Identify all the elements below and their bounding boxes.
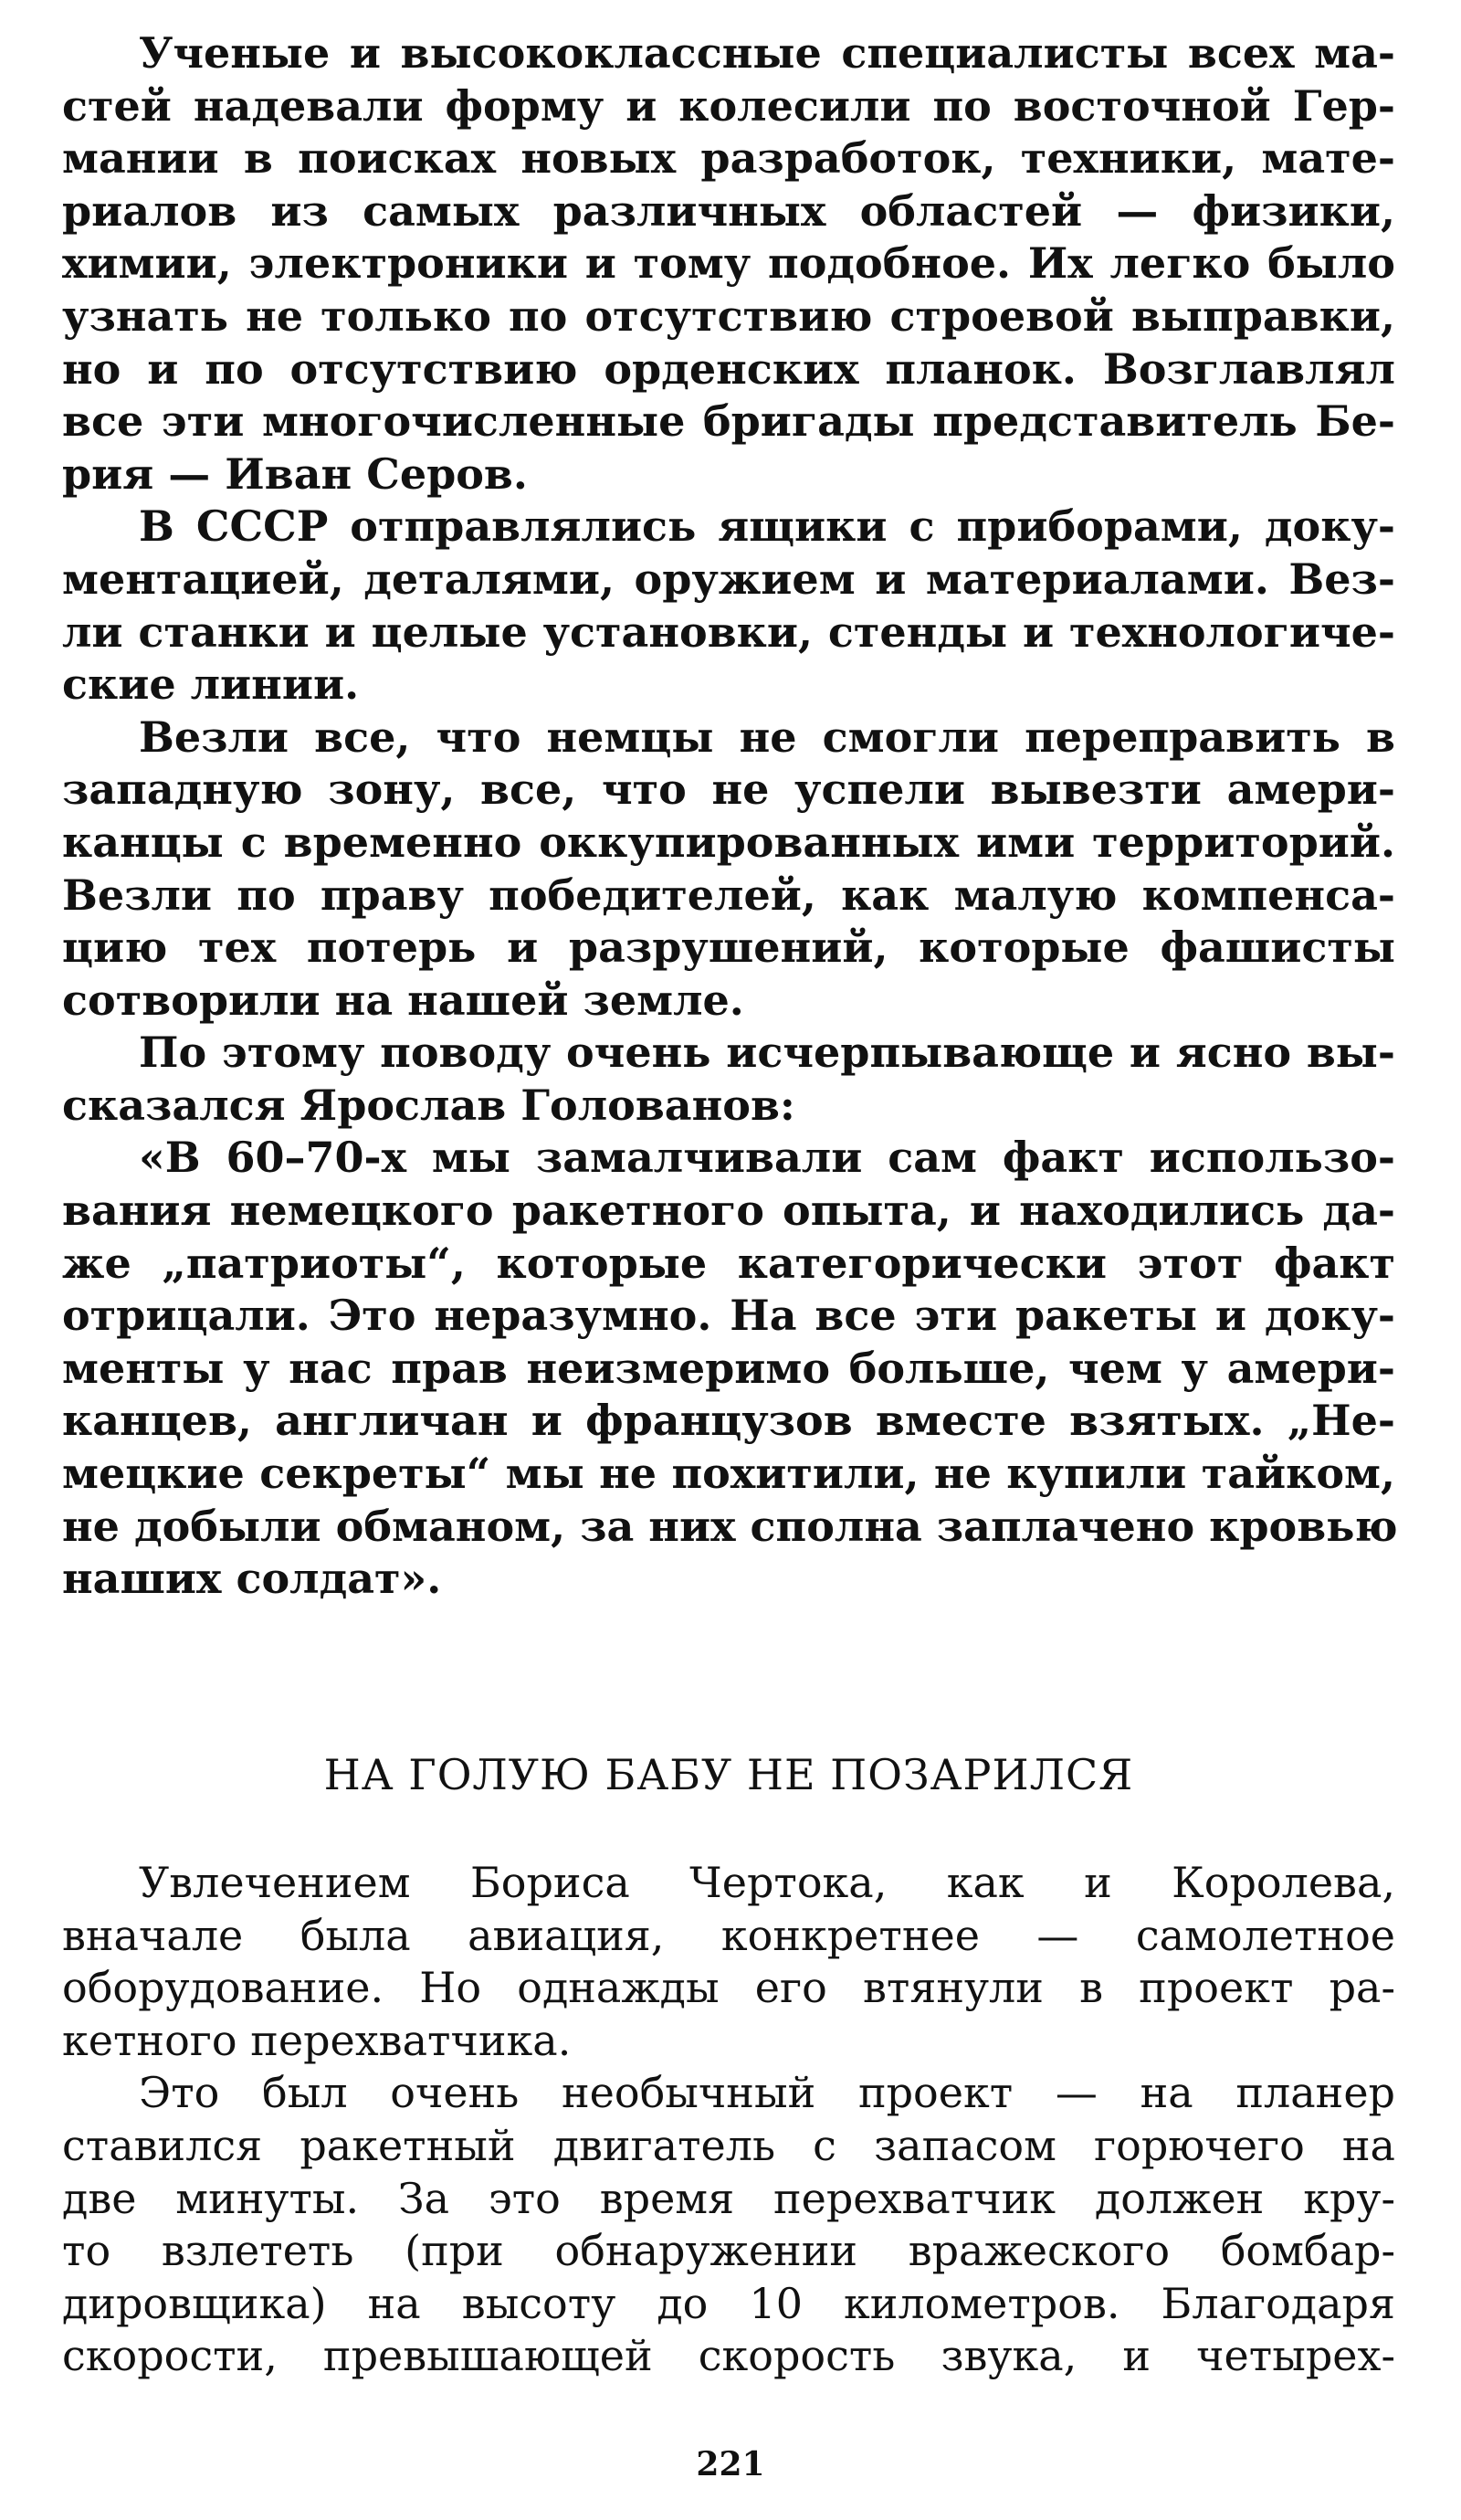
chapter-heading: НА ГОЛУЮ БАБУ НЕ ПОЗАРИЛСЯ: [323, 1750, 1134, 1799]
text-line: канцев, англичан и французов вместе взятых. „Не-: [62, 1396, 1395, 1446]
text-line: узнать не только по отсутствию строевой выправки,: [62, 290, 1395, 341]
text-line: менты у нас прав неизмеримо больше, чем у амери-: [62, 1343, 1395, 1393]
text-line: то взлететь (при обнаружении вражеского бомбар-: [62, 2226, 1395, 2276]
page-number: 221: [696, 2445, 765, 2483]
text-line: дировщика) на высоту до 10 километров. Благодаря: [62, 2278, 1395, 2328]
text-line: сотворили на нашей земле.: [62, 975, 744, 1025]
text-line: цию тех потерь и разрушений, которые фашисты: [62, 923, 1395, 973]
book-page: [62, 27, 1398, 2381]
text-line: вания немецкого ракетного опыта, и находились да-: [62, 1186, 1395, 1236]
text-line: отрицали. Это неразумно. На все эти ракеты и доку-: [62, 1291, 1395, 1341]
text-line: В СССР отправлялись ящики с приборами, доку-: [139, 501, 1395, 552]
text-line: не добыли обманом, за них сполна заплачено кровью: [62, 1501, 1398, 1551]
text-line: ставился ракетный двигатель с запасом горючего на: [62, 2120, 1395, 2170]
text-line: мании в поисках новых разработок, техники, мате-: [62, 133, 1395, 184]
text-block-main: [62, 27, 1398, 1606]
text-line: канцы с временно оккупированных ими территорий.: [62, 817, 1395, 867]
text-line: западную зону, все, что не успели вывезти амери-: [62, 764, 1395, 815]
text-line: кетного перехватчика.: [62, 2015, 572, 2065]
text-line: химии, электроники и тому подобное. Их легко было: [62, 238, 1395, 289]
text-line: все эти многочисленные бригады представитель Бе-: [62, 396, 1395, 447]
text-line: ментацией, деталями, оружием и материалами. Вез-: [62, 554, 1395, 604]
text-line: По этому поводу очень исчерпывающе и ясно вы-: [139, 1028, 1395, 1078]
text-line: вначале была авиация, конкретнее — самолетное: [62, 1910, 1395, 1960]
text-line: Ученые и высококлассные специалисты всех ма-: [139, 28, 1395, 78]
text-line: рия — Иван Серов.: [62, 448, 528, 499]
text-line: мецкие секреты“ мы не похитили, не купили тайком,: [62, 1449, 1395, 1499]
text-line: Это был очень необычный проект — на планер: [139, 2068, 1395, 2118]
text-line: но и по отсутствию орденских планок. Возглавлял: [62, 343, 1395, 394]
text-line: оборудование. Но однажды его втянули в проект ра-: [62, 1963, 1395, 2013]
text-line: стей надевали форму и колесили по восточной Гер-: [62, 80, 1395, 131]
text-line: риалов из самых различных областей — физики,: [62, 185, 1395, 236]
text-line: Везли по праву победителей, как малую компенса-: [62, 870, 1395, 920]
text-line: Везли все, что немцы не смогли переправить в: [139, 712, 1395, 762]
text-line: скорости, превышающей скорость звука, и четырех-: [62, 2331, 1395, 2381]
text-line: ские линии.: [62, 659, 360, 710]
text-line: сказался Ярослав Голованов:: [62, 1080, 795, 1130]
text-block-chapter: [62, 1857, 1395, 2383]
text-line: «В 60–70-х мы замалчивали сам факт использо-: [139, 1133, 1395, 1183]
text-line: наших солдат».: [62, 1554, 442, 1604]
text-line: ли станки и целые установки, стенды и технологиче-: [62, 606, 1395, 657]
text-line: две минуты. За это время перехватчик должен кру-: [62, 2173, 1395, 2223]
text-line: же „патриоты“, которые категорически этот факт: [62, 1238, 1395, 1288]
text-line: Увлечением Бориса Чертока, как и Королева,: [139, 1858, 1395, 1907]
